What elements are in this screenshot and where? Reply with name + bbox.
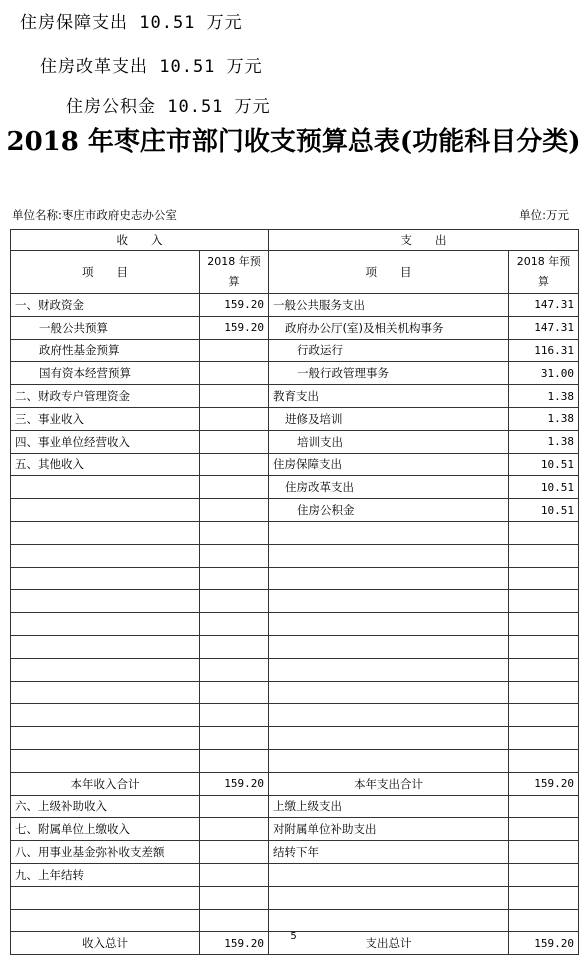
income-value [200, 430, 269, 453]
year-total-row [11, 772, 579, 795]
income-item: 九、上年结转 [11, 863, 200, 886]
empty-cell [200, 886, 269, 909]
empty-cell [269, 567, 509, 590]
empty-cell [11, 613, 200, 636]
expense-item: 行政运行 [269, 339, 509, 362]
income-value [200, 362, 269, 385]
table-row-empty [11, 704, 579, 727]
income-value [200, 863, 269, 886]
summary-line-housing-fund: 住房公积金 10.51 万元 [66, 97, 271, 117]
income-item: 二、财政专户管理资金 [11, 385, 200, 408]
table-row [11, 818, 579, 841]
income-value: 159.20 [200, 316, 269, 339]
expense-grand-total-value: 159.20 [509, 932, 579, 955]
empty-cell [509, 658, 579, 681]
income-grand-total-label: 收入总计 [11, 932, 200, 955]
empty-cell [11, 727, 200, 750]
income-item [11, 476, 200, 499]
table-row [11, 863, 579, 886]
expense-item: 住房保障支出 [269, 453, 509, 476]
empty-cell [269, 658, 509, 681]
income-grand-total-value: 159.20 [200, 932, 269, 955]
expense-item: 上缴上级支出 [269, 795, 509, 818]
empty-cell [11, 658, 200, 681]
expense-item: 对附属单位补助支出 [269, 818, 509, 841]
expense-value: 10.51 [509, 499, 579, 522]
page-number: 5 [290, 931, 297, 942]
expense-value: 31.00 [509, 362, 579, 385]
empty-cell [200, 590, 269, 613]
table-row-empty [11, 886, 579, 909]
empty-cell [11, 590, 200, 613]
table-row [11, 362, 579, 385]
table-row-empty [11, 749, 579, 772]
expense-item: 一般行政管理事务 [269, 362, 509, 385]
empty-cell [269, 727, 509, 750]
expense-item: 一般公共服务支出 [269, 294, 509, 317]
income-budget-header [200, 251, 269, 294]
expense-item: 教育支出 [269, 385, 509, 408]
empty-cell [11, 635, 200, 658]
empty-cell [509, 681, 579, 704]
empty-cell [11, 567, 200, 590]
income-item: 五、其他收入 [11, 453, 200, 476]
income-value [200, 841, 269, 864]
expense-budget-header-line2: 算 [538, 275, 549, 288]
table-row [11, 430, 579, 453]
page-title: 2018 年枣庄市部门收支预算总表(功能科目分类) [6, 127, 581, 157]
table-row-empty [11, 635, 579, 658]
empty-cell [269, 521, 509, 544]
table-row-empty [11, 613, 579, 636]
table-subheader-row [11, 251, 579, 294]
empty-cell [200, 681, 269, 704]
empty-cell [200, 909, 269, 932]
empty-cell [200, 567, 269, 590]
expense-value: 147.31 [509, 294, 579, 317]
expense-value: 1.38 [509, 407, 579, 430]
income-value [200, 385, 269, 408]
empty-cell [269, 590, 509, 613]
table-row [11, 294, 579, 317]
expense-item: 进修及培训 [269, 407, 509, 430]
table-row-empty [11, 727, 579, 750]
expense-value: 1.38 [509, 385, 579, 408]
table-row [11, 795, 579, 818]
empty-cell [11, 909, 200, 932]
budget-table [10, 229, 579, 955]
empty-cell [269, 909, 509, 932]
empty-cell [269, 681, 509, 704]
empty-cell [509, 567, 579, 590]
expense-item: 住房改革支出 [269, 476, 509, 499]
income-value [200, 339, 269, 362]
empty-cell [11, 704, 200, 727]
income-value [200, 795, 269, 818]
empty-cell [509, 613, 579, 636]
expense-value [509, 818, 579, 841]
empty-cell [11, 681, 200, 704]
income-value [200, 453, 269, 476]
table-row-empty [11, 658, 579, 681]
empty-cell [200, 704, 269, 727]
table-row-empty [11, 567, 579, 590]
income-header: 收 入 [11, 230, 269, 251]
income-year-total-value: 159.20 [200, 772, 269, 795]
income-budget-header-line1: 2018 年预 [207, 255, 261, 268]
income-value [200, 476, 269, 499]
expense-value: 10.51 [509, 453, 579, 476]
empty-cell [269, 749, 509, 772]
table-row [11, 385, 579, 408]
income-value [200, 499, 269, 522]
expense-value [509, 863, 579, 886]
table-row-empty [11, 544, 579, 567]
expense-value: 1.38 [509, 430, 579, 453]
table-row [11, 316, 579, 339]
income-item [11, 499, 200, 522]
income-value: 159.20 [200, 294, 269, 317]
expense-value [509, 795, 579, 818]
income-budget-header-line2: 算 [228, 275, 240, 288]
income-item: 三、事业收入 [11, 407, 200, 430]
unit-label: 单位:万元 [519, 208, 569, 222]
empty-cell [200, 521, 269, 544]
table-row-empty [11, 521, 579, 544]
empty-cell [509, 727, 579, 750]
income-item: 四、事业单位经营收入 [11, 430, 200, 453]
income-item-header: 项 目 [11, 251, 200, 294]
empty-cell [509, 635, 579, 658]
table-row [11, 476, 579, 499]
expense-item: 结转下年 [269, 841, 509, 864]
empty-cell [509, 749, 579, 772]
income-item: 一、财政资金 [11, 294, 200, 317]
empty-cell [269, 886, 509, 909]
empty-cell [509, 909, 579, 932]
expense-header: 支 出 [269, 230, 579, 251]
summary-line-housing-security: 住房保障支出 10.51 万元 [20, 13, 243, 33]
empty-cell [200, 544, 269, 567]
expense-grand-total-label: 支出总计 [269, 932, 509, 955]
income-item: 七、附属单位上缴收入 [11, 818, 200, 841]
empty-cell [509, 590, 579, 613]
table-row [11, 499, 579, 522]
expense-value: 116.31 [509, 339, 579, 362]
empty-cell [269, 635, 509, 658]
table-row-empty [11, 590, 579, 613]
empty-cell [269, 704, 509, 727]
income-item: 政府性基金预算 [11, 339, 200, 362]
expense-year-total-value: 159.20 [509, 772, 579, 795]
expense-item: 住房公积金 [269, 499, 509, 522]
expense-budget-header-line1: 2018 年预 [516, 255, 571, 268]
expense-value [509, 841, 579, 864]
expense-budget-header [509, 251, 579, 294]
unit-name: 单位名称:枣庄市政府史志办公室 [12, 208, 177, 222]
table-header-row [11, 230, 579, 251]
table-row-empty [11, 909, 579, 932]
income-item: 一般公共预算 [11, 316, 200, 339]
empty-cell [509, 886, 579, 909]
empty-cell [509, 521, 579, 544]
empty-cell [200, 658, 269, 681]
empty-cell [200, 635, 269, 658]
expense-item: 政府办公厅(室)及相关机构事务 [269, 316, 509, 339]
income-item: 国有资本经营预算 [11, 362, 200, 385]
income-value [200, 818, 269, 841]
income-value [200, 407, 269, 430]
expense-value: 10.51 [509, 476, 579, 499]
unit-info-row [12, 207, 577, 223]
table-row [11, 841, 579, 864]
empty-cell [11, 749, 200, 772]
table-row [11, 453, 579, 476]
expense-value: 147.31 [509, 316, 579, 339]
expense-item-header: 项 目 [269, 251, 509, 294]
empty-cell [11, 521, 200, 544]
empty-cell [200, 613, 269, 636]
income-item: 八、用事业基金弥补收支差额 [11, 841, 200, 864]
empty-cell [11, 886, 200, 909]
table-row [11, 339, 579, 362]
expense-item: 培训支出 [269, 430, 509, 453]
empty-cell [509, 544, 579, 567]
summary-line-housing-reform: 住房改革支出 10.51 万元 [40, 57, 263, 77]
expense-item [269, 863, 509, 886]
empty-cell [11, 544, 200, 567]
income-year-total-label: 本年收入合计 [11, 772, 200, 795]
empty-cell [509, 704, 579, 727]
table-row-empty [11, 681, 579, 704]
empty-cell [269, 613, 509, 636]
empty-cell [200, 749, 269, 772]
empty-cell [269, 544, 509, 567]
expense-year-total-label: 本年支出合计 [269, 772, 509, 795]
empty-cell [200, 727, 269, 750]
income-item: 六、上级补助收入 [11, 795, 200, 818]
table-row [11, 407, 579, 430]
